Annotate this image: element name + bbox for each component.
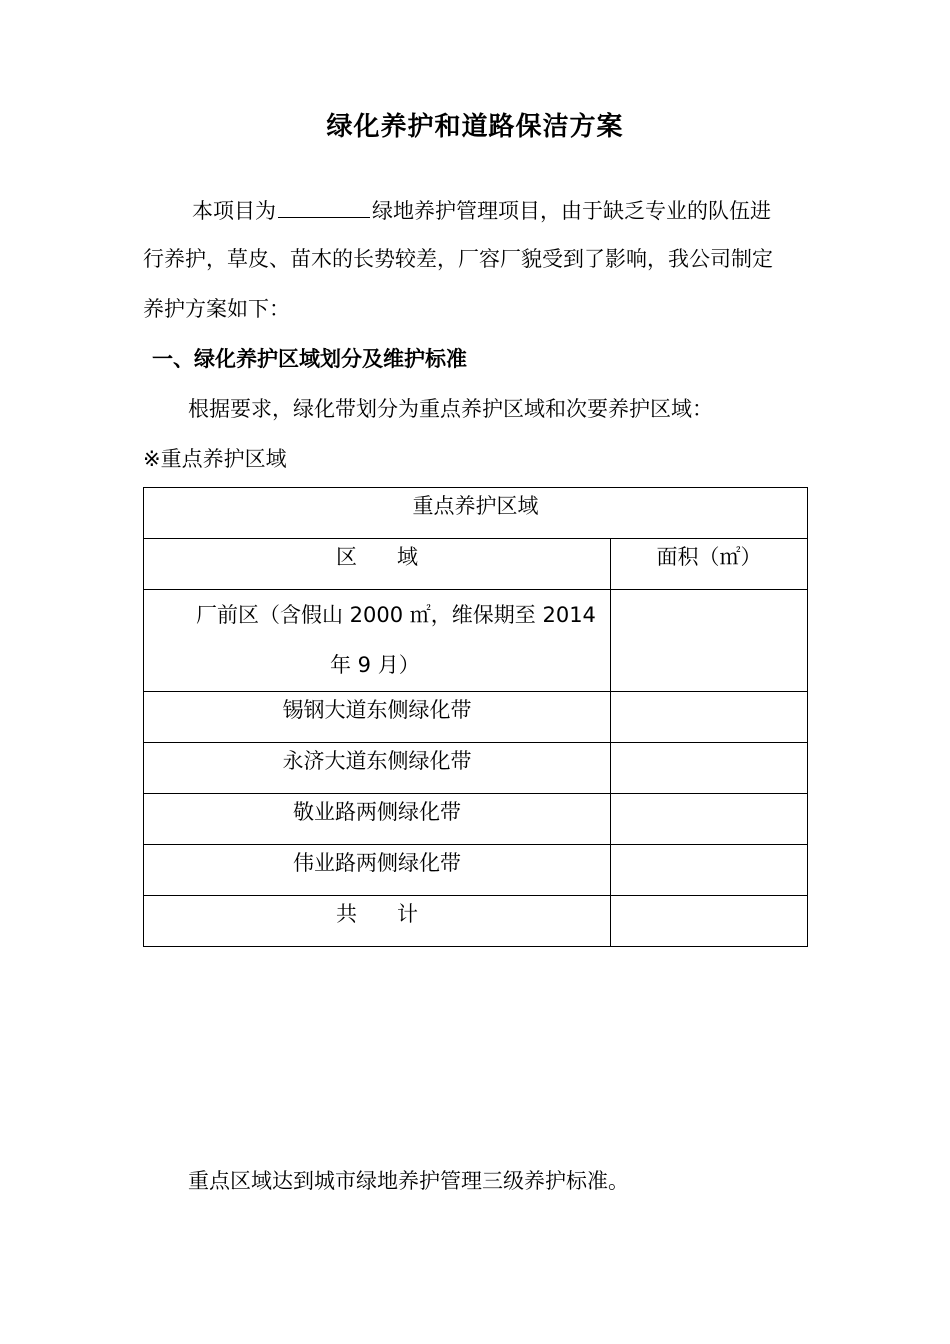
table-row <box>144 692 808 743</box>
total-area-cell <box>611 896 808 947</box>
zone-cell: 伟业路两侧绿化带 <box>144 845 611 896</box>
intro-line-1-start: 本项目为 <box>192 199 276 223</box>
section-heading: 一、绿化养护区域划分及维护标准 <box>152 347 467 371</box>
area-cell <box>611 692 808 743</box>
area-cell <box>611 743 808 794</box>
zone-cell: 锡钢大道东侧绿化带 <box>144 692 611 743</box>
table-caption-row <box>144 488 808 539</box>
area-cell <box>611 590 808 692</box>
area-cell <box>611 845 808 896</box>
standard-note: 重点区域达到城市绿地养护管理三级养护标准。 <box>188 1169 629 1193</box>
table-row <box>144 743 808 794</box>
zone-cell-line-2: 年 9 月） <box>330 653 420 677</box>
section-text: 根据要求，绿化带划分为重点养护区域和次要养护区域： <box>188 397 713 421</box>
table-row <box>144 845 808 896</box>
table-total-row <box>144 896 808 947</box>
document-title: 绿化养护和道路保洁方案 <box>326 112 624 142</box>
table-row <box>144 794 808 845</box>
table-row <box>144 590 808 692</box>
intro-line-3: 养护方案如下： <box>143 297 290 321</box>
table-header-row <box>144 539 808 590</box>
zone-cell-line-1: 厂前区（含假山 2000 ㎡，维保期至 2014 <box>196 603 596 627</box>
area-cell <box>611 794 808 845</box>
total-label-cell: 共 计 <box>144 896 611 947</box>
zone-cell: 永济大道东侧绿化带 <box>144 743 611 794</box>
zone-cell <box>144 590 611 692</box>
column-header-zone: 区 域 <box>144 539 611 590</box>
table-caption: 重点养护区域 <box>144 488 808 539</box>
intro-line-1 <box>192 193 771 225</box>
key-area-table <box>143 487 808 947</box>
sub-heading: ※重点养护区域 <box>143 447 287 471</box>
zone-cell: 敬业路两侧绿化带 <box>144 794 611 845</box>
column-header-area: 面积（㎡） <box>611 539 808 590</box>
intro-line-1-end: 绿地养护管理项目，由于缺乏专业的队伍进 <box>372 199 771 223</box>
intro-line-2: 行养护，草皮、苗木的长势较差，厂容厂貌受到了影响，我公司制定 <box>143 247 773 271</box>
project-name-blank <box>278 193 370 218</box>
